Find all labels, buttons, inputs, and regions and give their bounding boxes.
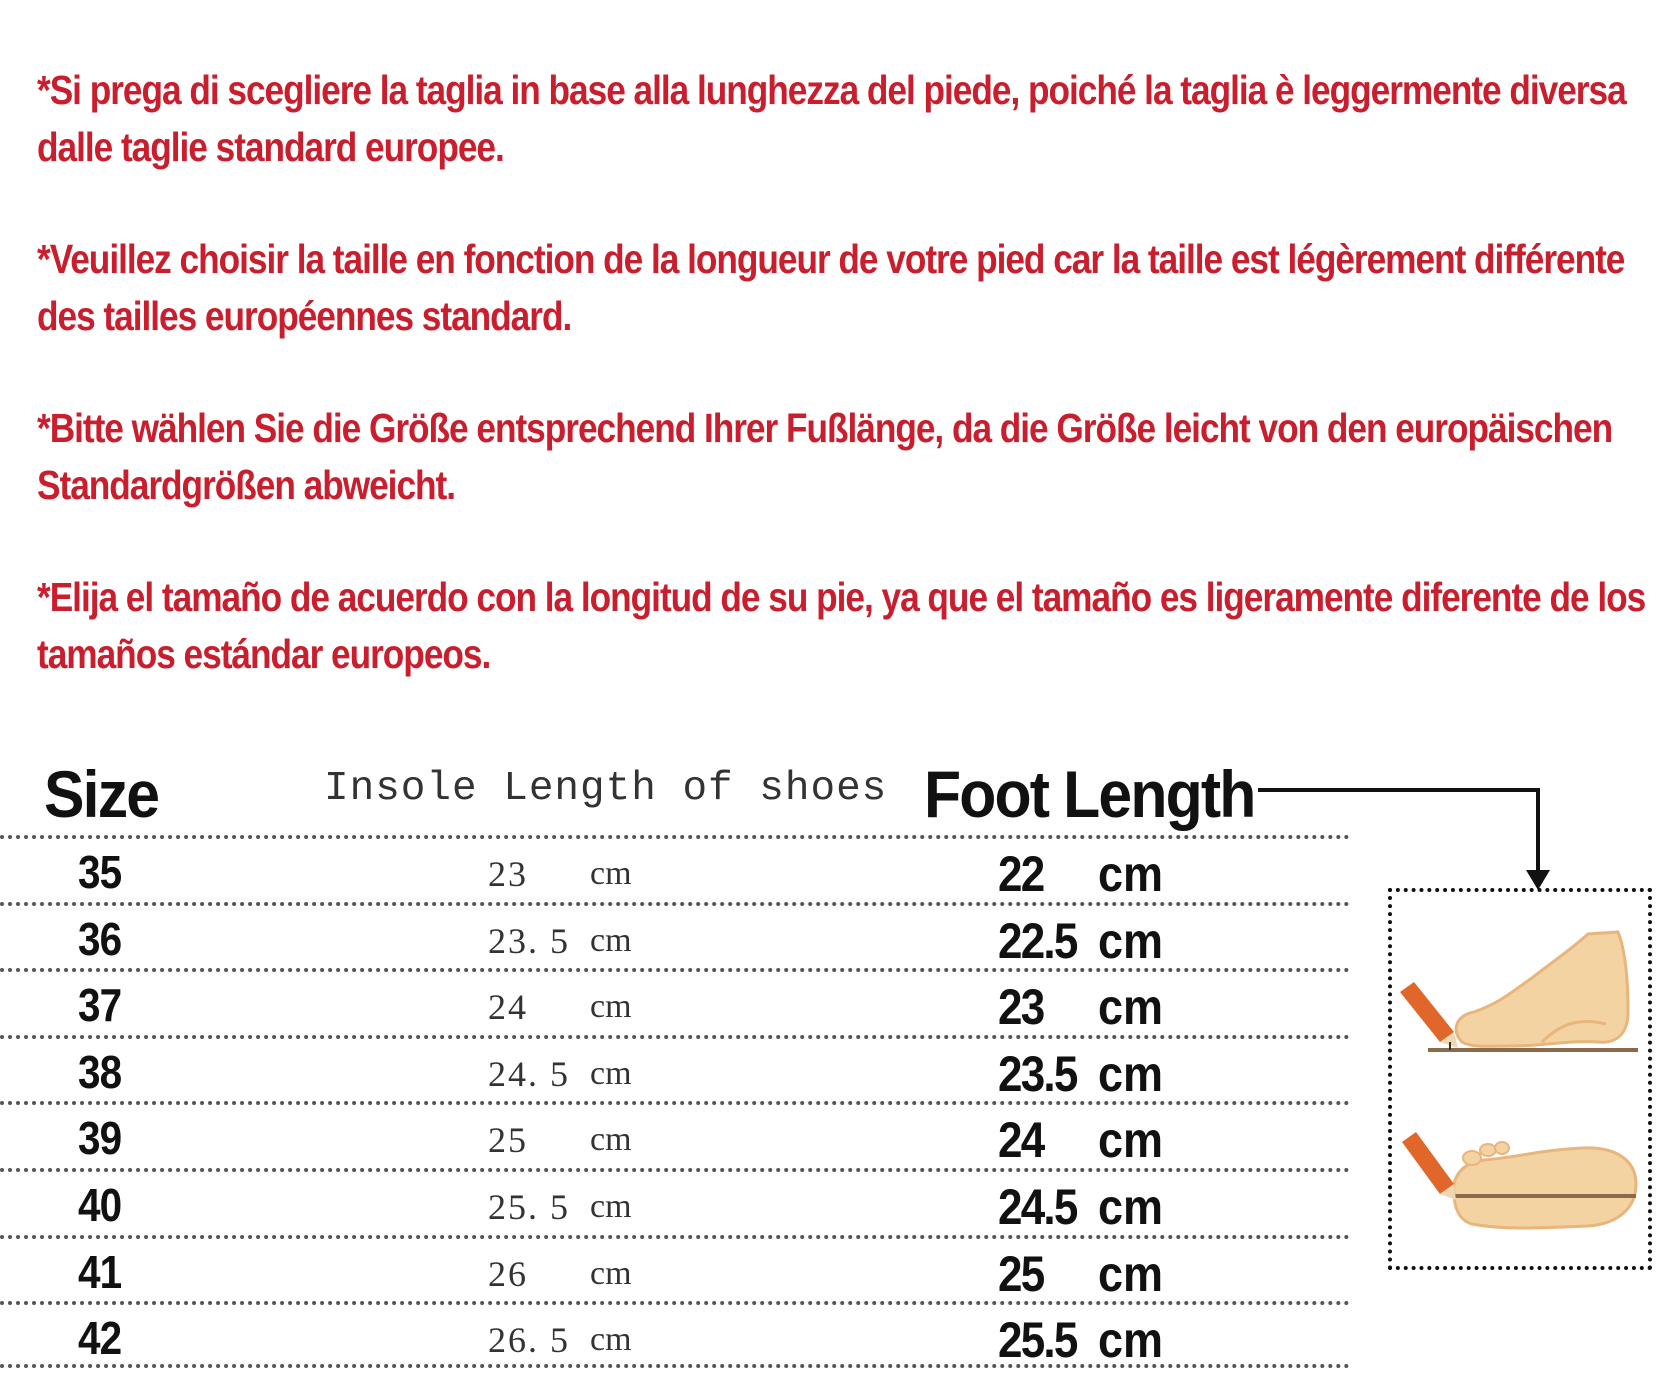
insole-unit: cm bbox=[590, 1121, 632, 1159]
insole-length-value: 23 bbox=[488, 854, 528, 894]
insole-length-value: 23. 5 bbox=[488, 920, 570, 961]
foot-side-icon bbox=[1392, 892, 1648, 1082]
table-row bbox=[0, 1101, 1350, 1168]
foot-unit: cm bbox=[1098, 1045, 1164, 1102]
foot-length-value: 23 bbox=[998, 979, 1044, 1036]
insole-unit: cm bbox=[590, 1054, 632, 1092]
foot-unit: cm bbox=[1098, 979, 1164, 1036]
header-size: Size bbox=[44, 757, 159, 831]
table-row bbox=[0, 1301, 1350, 1368]
size-chart-table bbox=[0, 835, 1350, 1368]
note-french: *Veuillez choisir la taille en fonction de la longueur de votre pied car la taille est légèrement différente des tailles européennes standard. bbox=[37, 236, 1625, 339]
table-row bbox=[0, 1035, 1350, 1102]
table-row bbox=[0, 968, 1350, 1035]
insole-length-value: 26. 5 bbox=[488, 1320, 570, 1361]
insole-unit: cm bbox=[590, 988, 632, 1026]
insole-unit: cm bbox=[590, 855, 632, 892]
table-row bbox=[0, 902, 1350, 969]
foot-unit: cm bbox=[1098, 1178, 1164, 1235]
foot-length-value: 22 bbox=[998, 846, 1044, 902]
size-value: 41 bbox=[78, 1245, 122, 1298]
pencil-icon bbox=[1402, 1132, 1456, 1200]
header-foot-length: Foot Length bbox=[924, 757, 1255, 831]
foot-length-value: 24.5 bbox=[998, 1178, 1077, 1235]
insole-length-value: 24. 5 bbox=[488, 1053, 570, 1094]
table-row bbox=[0, 1235, 1350, 1302]
table-row bbox=[0, 835, 1350, 902]
size-value: 42 bbox=[78, 1312, 122, 1365]
pencil-icon bbox=[1400, 982, 1458, 1050]
foot-unit: cm bbox=[1098, 1245, 1164, 1302]
note-german: *Bitte wählen Sie die Größe entsprechend Ihrer Fußlänge, da die Größe leicht von den europäischen Standardgrößen abweicht. bbox=[37, 405, 1613, 508]
foot-length-value: 22.5 bbox=[998, 912, 1077, 969]
size-value: 36 bbox=[78, 912, 122, 965]
foot-length-value: 25 bbox=[998, 1245, 1044, 1302]
size-notes bbox=[37, 62, 1657, 738]
size-value: 37 bbox=[78, 979, 122, 1032]
insole-unit: cm bbox=[590, 1254, 632, 1292]
insole-unit: cm bbox=[590, 1321, 632, 1359]
foot-measurement-illustration bbox=[1388, 888, 1652, 1270]
header-insole-length: Insole Length of shoes bbox=[324, 766, 888, 812]
insole-length-value: 25. 5 bbox=[488, 1186, 570, 1227]
table-row bbox=[0, 1168, 1350, 1235]
insole-length-value: 25 bbox=[488, 1120, 528, 1161]
size-value: 39 bbox=[78, 1112, 122, 1165]
size-value: 38 bbox=[78, 1045, 122, 1098]
note-spanish: *Elija el tamaño de acuerdo con la longitud de su pie, ya que el tamaño es ligeramente diferente de los tamaños estándar europeos. bbox=[37, 574, 1646, 677]
foot-top-icon bbox=[1392, 1088, 1648, 1258]
foot-length-value: 23.5 bbox=[998, 1045, 1077, 1102]
note-italian: *Si prega di scegliere la taglia in base alla lunghezza del piede, poiché la taglia è leggermente diversa dalle taglie standard europee. bbox=[37, 67, 1626, 170]
insole-length-value: 24 bbox=[488, 987, 528, 1028]
foot-unit: cm bbox=[1098, 1312, 1164, 1369]
size-value: 40 bbox=[78, 1178, 122, 1231]
foot-unit: cm bbox=[1098, 1112, 1164, 1169]
size-value: 35 bbox=[78, 846, 122, 898]
foot-unit: cm bbox=[1098, 846, 1164, 902]
insole-unit: cm bbox=[590, 921, 632, 959]
insole-length-value: 26 bbox=[488, 1253, 528, 1294]
foot-length-value: 24 bbox=[998, 1112, 1044, 1169]
insole-unit: cm bbox=[590, 1187, 632, 1225]
foot-unit: cm bbox=[1098, 912, 1164, 969]
foot-length-value: 25.5 bbox=[998, 1312, 1077, 1369]
